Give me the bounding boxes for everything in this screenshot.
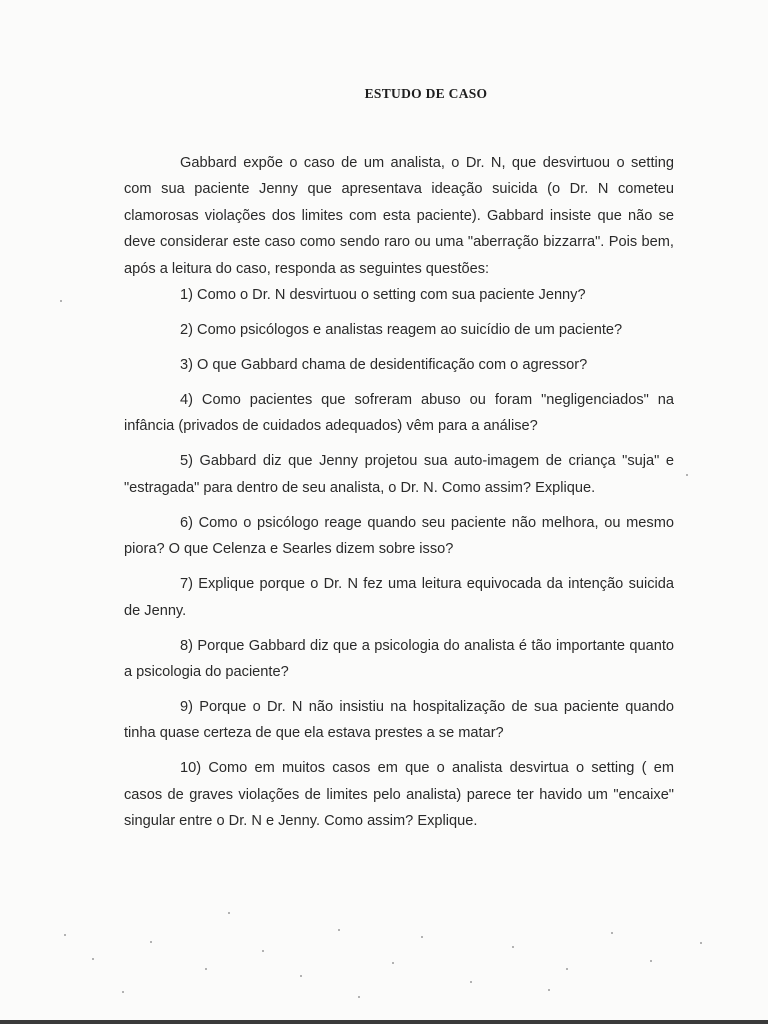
question-item: 6) Como o psicólogo reage quando seu paciente não melhora, ou mesmo piora? O que Celenza e Searles dizem sobre isso?: [124, 514, 674, 558]
question-item: 5) Gabbard diz que Jenny projetou sua auto-imagem de criança "suja" e "estragada" para dentro de seu analista, o Dr. N. Como assim? Explique.: [124, 453, 674, 496]
question-item: 7) Explique porque o Dr. N fez uma leitura equivocada da intenção suicida de Jenny.: [124, 576, 674, 619]
question-item: 3) O que Gabbard chama de desidentificação com o agressor?: [180, 357, 588, 373]
document-title: ESTUDO DE CASO: [364, 86, 488, 101]
question-item: 8) Porque Gabbard diz que a psicologia do analista é tão importante quanto a psicologia do paciente?: [124, 637, 674, 681]
question-list: [124, 282, 674, 843]
question-item: 2) Como psicólogos e analistas reagem ao suicídio de um paciente?: [180, 322, 623, 338]
question-item: 1) Como o Dr. N desvirtuou o setting com sua paciente Jenny?: [180, 287, 586, 303]
scan-bottom-edge: [0, 1020, 768, 1024]
intro-paragraph: Gabbard expõe o caso de um analista, o Dr. N, que desvirtuou o setting com sua paciente Jenny que apresentava ideação suicida (o Dr. N cometeu clamorosas violações dos limites com esta paciente). Gabbard insiste que não se deve considerar este caso como sendo raro ou uma "aberração bizzarra". Pois bem, após a leitura do caso, responda as seguintes questões:: [124, 155, 674, 277]
question-item: 4) Como pacientes que sofreram abuso ou foram "negligenciados" na infância (privados de cuidados adequados) vêm para a análise?: [124, 392, 674, 435]
question-item: 9) Porque o Dr. N não insistiu na hospitalização de sua paciente quando tinha quase certeza de que ela estava prestes a se matar?: [124, 699, 674, 742]
question-item: 10) Como em muitos casos em que o analista desvirtua o setting ( em casos de graves violações de limites pelo analista) parece ter havido um "encaixe" singular entre o Dr. N e Jenny. Como assim? Explique.: [124, 760, 674, 830]
